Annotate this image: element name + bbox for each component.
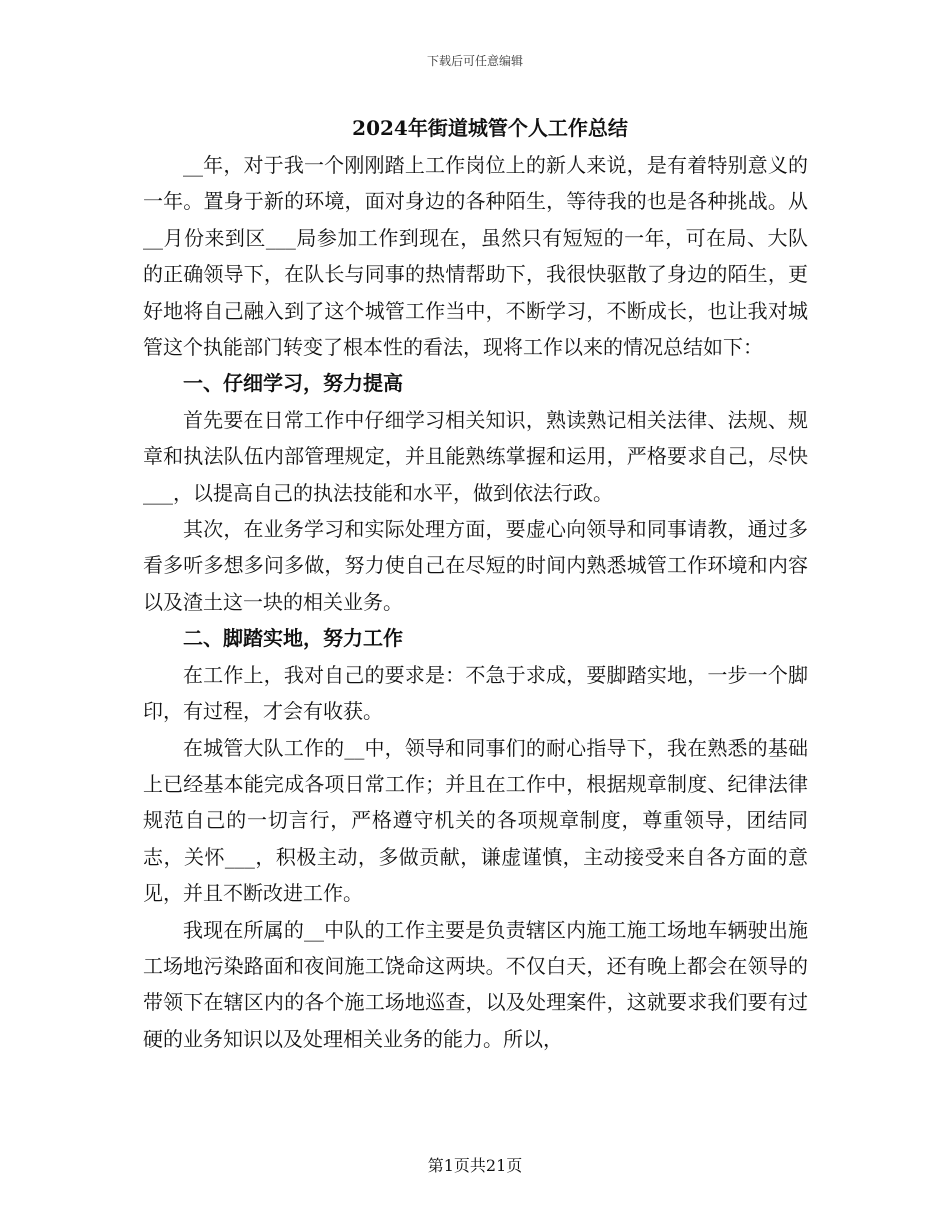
section-2-paragraph-2: 在城管大队工作的__中，领导和同事们的耐心指导下，我在熟悉的基础上已经基本能完成各项日常工作；并且在工作中，根据规章制度、纪律法律规范自己的一切言行，严格遵守机关的各项规章制度，尊重领导，团结同志，关怀___，积极主动，多做贡献，谦虚谨慎，主动接受来自各方面的意见，并且不断改进工作。 xyxy=(143,735,808,906)
page-header-note: 下载后可任意编辑 xyxy=(426,54,523,68)
section-heading-1: 一、仔细学习，努力提高 xyxy=(183,371,403,396)
intro-paragraph: __年，对于我一个刚刚踏上工作岗位上的新人来说，是有着特别意义的一年。置身于新的环境，面对身边的各种陌生，等待我的也是各种挑战。从__月份来到区___局参加工作到现在，虽然只有短短的一年，可在局、大队的正确领导下，在队长与同事的热情帮助下，我很快驱散了身边的陌生，更好地将自己融入到了这个城管工作当中，不断学习，不断成长，也让我对城管这个执能部门转变了根本性的看法，现将工作以来的情况总结如下： xyxy=(143,153,808,360)
section-heading-2: 二、脚踏实地，努力工作 xyxy=(183,626,403,651)
section-1-paragraph-1: 首先要在日常工作中仔细学习相关知识，熟读熟记相关法律、法规、规章和执法队伍内部管理规定，并且能熟练掌握和运用，严格要求自己，尽快___，以提高自己的执法技能和水平，做到依法行政。 xyxy=(143,407,808,505)
section-2-paragraph-1: 在工作上，我对自己的要求是：不急于求成，要脚踏实地，一步一个脚印，有过程，才会有收获。 xyxy=(143,662,808,724)
document-title: 2024年街道城管个人工作总结 xyxy=(352,116,628,140)
page-number-footer: 第1页共21页 xyxy=(427,1156,523,1175)
document-body xyxy=(143,147,808,1057)
section-2-paragraph-3: 我现在所属的__中队的工作主要是负责辖区内施工施工场地车辆驶出施工场地污染路面和夜间施工饶命这两块。不仅白天，还有晚上都会在领导的带领下在辖区内的各个施工场地巡查，以及处理案件，这就要求我们要有过硬的业务知识以及处理相关业务的能力。所以， xyxy=(143,917,808,1051)
section-1-paragraph-2: 其次，在业务学习和实际处理方面，要虚心向领导和同事请教，通过多看多听多想多问多做，努力使自己在尽短的时间内熟悉城管工作环境和内容以及渣土这一块的相关业务。 xyxy=(143,517,808,614)
